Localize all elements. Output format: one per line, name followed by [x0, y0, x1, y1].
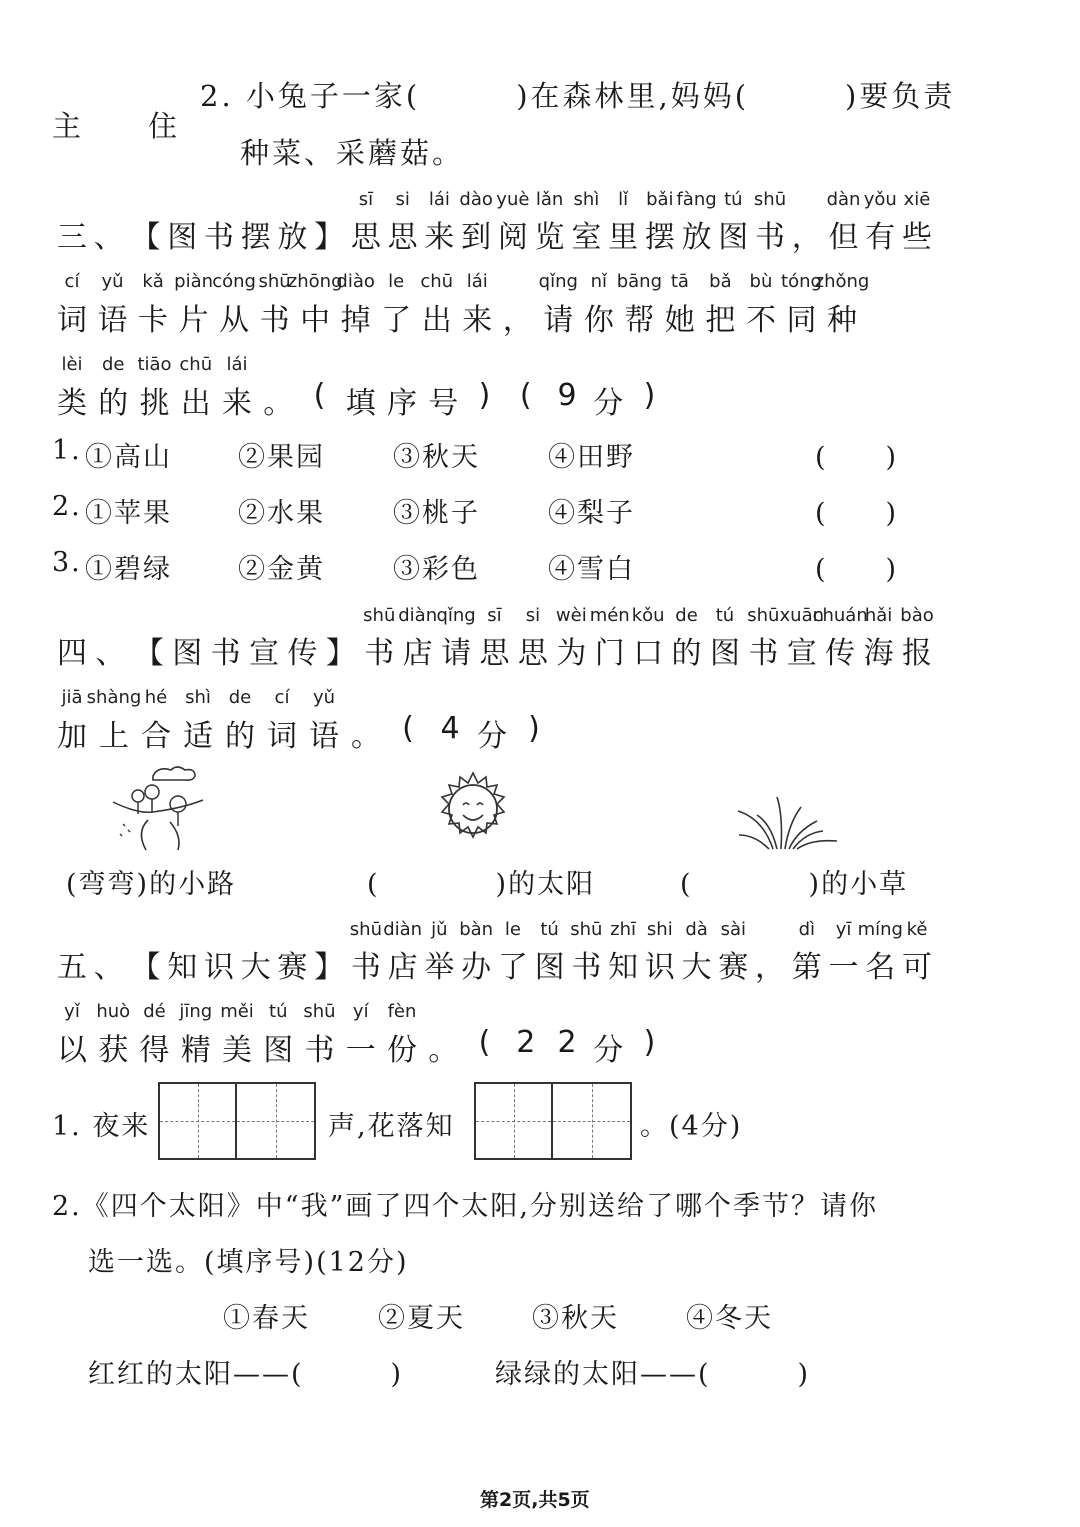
answer-grass[interactable]: ( )的小草 — [680, 869, 909, 900]
option-zhu-1: 主 — [52, 109, 85, 143]
pinyin-syllable: míng — [857, 919, 903, 940]
hanzi-char: 出 — [421, 303, 452, 338]
pinyin-syllable: lái — [428, 189, 450, 210]
hanzi-char: 图 — [172, 636, 203, 671]
hanzi-char: 号 — [428, 386, 459, 421]
pinyin-syllable: jīng — [179, 1001, 213, 1022]
pinyin-syllable: yǔ — [312, 687, 336, 708]
pinyin-row — [0, 271, 1080, 295]
question-number: 2. — [52, 491, 82, 522]
hanzi-char: 】 — [314, 950, 345, 985]
pinyin-syllable: diàn — [398, 605, 438, 626]
pinyin-syllable: dà — [685, 919, 708, 940]
pinyin-syllable: yuè — [496, 189, 530, 210]
hanzi-char: 放 — [277, 220, 308, 255]
hanzi-char: 2 — [516, 1025, 536, 1060]
hanzi-char: 上 — [99, 719, 129, 754]
pinyin-syllable: dào — [459, 189, 493, 210]
hanzi-char: 帮 — [624, 303, 655, 338]
pinyin-syllable: bāng — [616, 271, 663, 292]
pinyin-syllable: kǎ — [142, 271, 164, 292]
pinyin-syllable: bù — [749, 271, 773, 292]
pinyin-syllable: fàng — [676, 189, 717, 210]
hanzi-char: 图 — [167, 220, 198, 255]
pinyin-syllable: piàn — [174, 271, 214, 292]
pinyin-syllable: shū — [303, 1001, 336, 1022]
hanzi-char: 书 — [571, 950, 602, 985]
section4-line2 — [0, 711, 1080, 754]
hanzi-char: 摆 — [644, 220, 675, 255]
pinyin-row — [0, 1001, 1080, 1025]
hanzi-char: 来 — [424, 220, 455, 255]
hanzi-char: 可 — [902, 950, 932, 985]
hanzi-char: 但 — [828, 220, 859, 255]
pinyin-syllable: lǎn — [535, 189, 564, 210]
option: ④梨子 — [548, 498, 635, 529]
hanzi-char: 的 — [98, 386, 129, 421]
pinyin-syllable: fèn — [387, 1001, 417, 1022]
pinyin-syllable: bào — [900, 605, 934, 626]
q2-line2: 种菜、采蘑菇。 — [240, 136, 465, 170]
pinyin-syllable: hé — [144, 687, 168, 708]
hanzi-char: 一 — [828, 950, 859, 985]
pinyin-syllable: tú — [724, 189, 743, 210]
hanzi-char: ( — [478, 1025, 491, 1060]
pinyin-syllable: chū — [179, 354, 213, 375]
hanzi-char: 书 — [203, 220, 234, 255]
hanzi-char: 里 — [608, 220, 639, 255]
pinyin-syllable: cóng — [212, 271, 256, 292]
hanzi-char: 报 — [902, 636, 932, 671]
pinyin-syllable: sī — [487, 605, 502, 626]
hanzi-char: 来 — [462, 303, 493, 338]
hanzi-char: 了 — [497, 950, 528, 985]
pinyin-syllable: yǔ — [101, 271, 124, 292]
hanzi-char: 分 — [593, 1033, 624, 1068]
pinyin-syllable: kě — [906, 919, 928, 940]
red-sun-answer[interactable]: 红红的太阳——( ) — [88, 1359, 404, 1390]
hanzi-char: 、 — [93, 220, 124, 255]
hanzi-char: ， — [755, 950, 786, 985]
pinyin-syllable: wèi — [555, 605, 587, 626]
option: ③秋天 — [393, 442, 480, 473]
hanzi-char: 她 — [664, 303, 695, 338]
pinyin-syllable: yǐ — [64, 1001, 80, 1022]
season-option: ②夏天 — [378, 1303, 465, 1334]
pinyin-syllable: diào — [336, 271, 375, 292]
green-sun-answer[interactable]: 绿绿的太阳——( ) — [495, 1359, 811, 1390]
hanzi-char: ( — [313, 378, 326, 413]
hanzi-char: 语 — [97, 303, 128, 338]
hanzi-char: 得 — [139, 1033, 170, 1068]
hanzi-char: 思 — [387, 220, 418, 255]
pinyin-syllable: yī — [835, 919, 852, 940]
hanzi-char: 。 — [351, 719, 381, 754]
hanzi-char: 知 — [167, 950, 198, 985]
hanzi-char: 阅 — [497, 220, 528, 255]
season-option: ③秋天 — [532, 1303, 619, 1334]
hanzi-char: 摆 — [240, 220, 271, 255]
hanzi-char: 词 — [57, 303, 87, 338]
section3-line2 — [0, 295, 1080, 338]
hanzi-char: 名 — [865, 950, 896, 985]
pinyin-syllable: shū — [363, 605, 396, 626]
hanzi-char: 书 — [210, 636, 241, 671]
hanzi-char: 思 — [517, 636, 548, 671]
hanzi-char: 四 — [57, 636, 87, 671]
option: ③彩色 — [393, 554, 480, 585]
pinyin-syllable: le — [504, 919, 521, 940]
pinyin-syllable: bǎ — [709, 271, 732, 292]
option: ④雪白 — [548, 554, 635, 585]
hanzi-char: 书 — [755, 220, 786, 255]
hanzi-char: ) — [528, 711, 540, 746]
season-option: ①春天 — [223, 1303, 310, 1334]
hanzi-char: 语 — [309, 719, 339, 754]
pinyin-syllable: nǐ — [590, 271, 608, 292]
hanzi-char: 的 — [671, 636, 702, 671]
hanzi-char: 分 — [593, 386, 624, 421]
hanzi-char: 请 — [441, 636, 472, 671]
hanzi-char: 4 — [440, 711, 460, 746]
hanzi-char: 办 — [461, 950, 492, 985]
option-zhu-2: 住 — [148, 109, 181, 143]
hanzi-char: 放 — [681, 220, 712, 255]
pinyin-syllable: bǎi — [646, 189, 674, 210]
pinyin-syllable: tiāo — [137, 354, 172, 375]
pinyin-syllable: zhōng — [287, 271, 343, 292]
pinyin-syllable: diàn — [383, 919, 423, 940]
hanzi-char: 到 — [461, 220, 492, 255]
pinyin-syllable: chū — [420, 271, 454, 292]
hanzi-char: 不 — [745, 303, 776, 338]
hanzi-char: 出 — [180, 386, 211, 421]
pinyin-syllable: xiē — [903, 189, 931, 210]
poem-part-b: 声,花落知 — [328, 1111, 455, 1142]
writing-cell[interactable] — [476, 1084, 553, 1158]
pinyin-syllable: cí — [274, 687, 290, 708]
hanzi-char: 片 — [178, 303, 209, 338]
hanzi-char: ) — [643, 378, 656, 413]
pinyin-syllable: shàng — [86, 687, 142, 708]
hanzi-char: 传 — [825, 636, 856, 671]
pinyin-syllable: jǔ — [431, 919, 448, 940]
hanzi-char: 掉 — [340, 303, 371, 338]
hanzi-char: 词 — [267, 719, 297, 754]
pinyin-syllable: tú — [715, 605, 735, 626]
grass-icon — [733, 795, 845, 851]
pinyin-syllable: lǐ — [618, 189, 629, 210]
hanzi-char: 览 — [534, 220, 565, 255]
pinyin-syllable: dì — [798, 919, 815, 940]
pinyin-row — [0, 687, 1080, 711]
hanzi-char: ( — [519, 378, 532, 413]
hanzi-char: 室 — [571, 220, 602, 255]
pinyin-syllable: měi — [220, 1001, 254, 1022]
pinyin-syllable: lái — [226, 354, 248, 375]
pinyin-syllable: le — [388, 271, 405, 292]
hanzi-char: 【 — [130, 950, 161, 985]
hanzi-char: 图 — [263, 1033, 294, 1068]
hanzi-char: 知 — [608, 950, 639, 985]
q2-line1: 2.《四个太阳》中“我”画了四个太阳,分别送给了哪个季节？请你 — [52, 1191, 878, 1222]
question-number: 3. — [52, 547, 82, 578]
answer-road[interactable]: (弯弯)的小路 — [66, 869, 237, 900]
hanzi-char: 大 — [681, 950, 712, 985]
pinyin-syllable: yí — [352, 1001, 369, 1022]
hanzi-char: 书 — [748, 636, 779, 671]
hanzi-char: ( — [402, 711, 414, 746]
pinyin-syllable: zhī — [610, 919, 637, 940]
pinyin-syllable: qǐng — [538, 271, 578, 292]
hanzi-char: 9 — [557, 378, 577, 413]
hanzi-char: 思 — [479, 636, 510, 671]
option: ②金黄 — [238, 554, 325, 585]
option: ②水果 — [238, 498, 325, 529]
writing-cell[interactable] — [553, 1084, 630, 1158]
pinyin-syllable: shi — [646, 919, 673, 940]
hanzi-char: 卡 — [138, 303, 169, 338]
option: ①高山 — [85, 442, 172, 473]
section5-title — [0, 942, 1080, 985]
pinyin-syllable: si — [395, 189, 410, 210]
hanzi-char: 传 — [287, 636, 318, 671]
page-footer: 第2页,共5页 — [480, 1489, 590, 1511]
hanzi-char: 从 — [219, 303, 250, 338]
hanzi-char: ) — [643, 1025, 656, 1060]
writing-cell[interactable] — [160, 1084, 237, 1158]
answer-blank[interactable]: ( ) — [815, 442, 899, 473]
pinyin-syllable: xuān — [779, 605, 825, 626]
hanzi-char: 、 — [95, 636, 126, 671]
hanzi-char: 店 — [387, 950, 418, 985]
pinyin-syllable: qǐng — [436, 605, 476, 626]
hanzi-char: 大 — [240, 950, 271, 985]
hanzi-char: 美 — [222, 1033, 252, 1068]
pinyin-syllable: shū — [570, 919, 603, 940]
q2-line2: 选一选。(填序号)(12分) — [88, 1247, 409, 1278]
pinyin-syllable: dé — [143, 1001, 166, 1022]
pinyin-row — [0, 605, 1080, 629]
hanzi-char: ， — [791, 220, 822, 255]
hanzi-char: 加 — [57, 719, 87, 754]
pinyin-row — [0, 354, 1080, 378]
hanzi-char: 门 — [594, 636, 625, 671]
writing-grid[interactable] — [474, 1082, 632, 1160]
pinyin-row — [0, 189, 1080, 213]
hanzi-char: 来 — [222, 386, 252, 421]
pinyin-row — [0, 919, 1080, 943]
hanzi-char: 书 — [304, 1033, 335, 1068]
pinyin-syllable: tóng — [781, 271, 822, 292]
pinyin-syllable: bàn — [459, 919, 494, 940]
pinyin-syllable: shū — [349, 919, 383, 940]
pinyin-syllable: si — [525, 605, 541, 626]
hanzi-char: 举 — [424, 950, 455, 985]
hanzi-char: 序 — [387, 386, 417, 421]
hanzi-char: 图 — [534, 950, 565, 985]
hanzi-char: 获 — [98, 1033, 129, 1068]
hanzi-char: 识 — [203, 950, 234, 985]
pinyin-syllable: shì — [185, 687, 211, 708]
hanzi-char: 请 — [543, 303, 574, 338]
pinyin-syllable: de — [675, 605, 698, 626]
pinyin-syllable: tú — [540, 919, 559, 940]
hanzi-char: 你 — [583, 303, 614, 338]
hanzi-char: 店 — [402, 636, 433, 671]
hanzi-char: 填 — [345, 386, 376, 421]
hanzi-char: 赛 — [718, 950, 749, 985]
hanzi-char: 海 — [863, 636, 894, 671]
pinyin-syllable: kǒu — [631, 605, 665, 626]
hanzi-char: 赛 — [277, 950, 308, 985]
hanzi-char: 2 — [557, 1025, 577, 1060]
road-with-trees-icon — [108, 762, 213, 852]
option: ③桃子 — [393, 498, 480, 529]
smiling-sun-icon — [432, 768, 514, 850]
hanzi-char: 三 — [57, 220, 87, 255]
answer-blank[interactable]: ( ) — [815, 498, 899, 529]
season-option: ④冬天 — [686, 1303, 773, 1334]
hanzi-char: 宣 — [249, 636, 280, 671]
question-number: 1. — [52, 435, 82, 466]
pinyin-syllable: lèi — [61, 354, 83, 375]
pinyin-syllable: yǒu — [863, 189, 897, 210]
hanzi-char: 书 — [259, 303, 290, 338]
hanzi-char: 图 — [709, 636, 740, 671]
hanzi-char: ) — [478, 378, 491, 413]
pinyin-syllable: tú — [269, 1001, 288, 1022]
pinyin-syllable: tā — [670, 271, 689, 292]
pinyin-syllable: sài — [720, 919, 747, 940]
hanzi-char: 中 — [300, 303, 331, 338]
hanzi-char: 同 — [786, 303, 817, 338]
hanzi-char: 思 — [350, 220, 381, 255]
hanzi-char: 精 — [180, 1033, 211, 1068]
pinyin-syllable: shū — [753, 189, 787, 210]
hanzi-char: 以 — [57, 1033, 87, 1068]
pinyin-syllable: lái — [466, 271, 488, 292]
hanzi-char: 书 — [350, 950, 381, 985]
hanzi-char: 五 — [57, 950, 87, 985]
hanzi-char: 】 — [314, 220, 345, 255]
hanzi-char: 宣 — [786, 636, 817, 671]
section4-title — [0, 628, 1080, 671]
poem-part-a: 1. 夜来 — [52, 1111, 151, 1142]
option: ①碧绿 — [85, 554, 172, 585]
hanzi-char: 【 — [130, 220, 161, 255]
pinyin-syllable: shì — [573, 189, 600, 210]
hanzi-char: 】 — [325, 636, 356, 671]
hanzi-char: 合 — [141, 719, 171, 754]
pinyin-syllable: jiā — [61, 687, 83, 708]
option: ①苹果 — [85, 498, 172, 529]
poem-part-c: 。(4分) — [640, 1111, 743, 1142]
hanzi-char: 有 — [865, 220, 896, 255]
hanzi-char: 书 — [364, 636, 395, 671]
hanzi-char: 口 — [633, 636, 664, 671]
hanzi-char: 了 — [381, 303, 412, 338]
writing-cell[interactable] — [237, 1084, 314, 1158]
hanzi-char: 图 — [718, 220, 749, 255]
hanzi-char: 。 — [263, 386, 294, 421]
pinyin-syllable: dàn — [826, 189, 861, 210]
pinyin-syllable: de — [102, 354, 125, 375]
pinyin-syllable: shū — [747, 605, 780, 626]
writing-grid[interactable] — [158, 1082, 316, 1160]
section3-title — [0, 212, 1080, 255]
hanzi-char: 一 — [345, 1033, 376, 1068]
pinyin-syllable: cí — [64, 271, 80, 292]
section3-line3 — [0, 378, 1080, 421]
hanzi-char: 挑 — [139, 386, 170, 421]
hanzi-char: 的 — [225, 719, 255, 754]
q2-line1: 2. 小兔子一家( )在森林里,妈妈( )要负责 — [200, 79, 956, 113]
pinyin-syllable: shū — [258, 271, 291, 292]
pinyin-syllable: mén — [589, 605, 630, 626]
hanzi-char: 类 — [57, 386, 87, 421]
option: ④田野 — [548, 442, 635, 473]
hanzi-char: 把 — [705, 303, 736, 338]
hanzi-char: 些 — [902, 220, 932, 255]
pinyin-syllable: chuán — [812, 605, 868, 626]
answer-blank[interactable]: ( ) — [815, 554, 899, 585]
hanzi-char: ， — [502, 303, 533, 338]
hanzi-char: 、 — [93, 950, 124, 985]
pinyin-syllable: sī — [358, 189, 374, 210]
hanzi-char: 适 — [183, 719, 213, 754]
pinyin-syllable: hǎi — [864, 605, 893, 626]
hanzi-char: 识 — [644, 950, 675, 985]
hanzi-char: 第 — [791, 950, 822, 985]
answer-sun[interactable]: ( )的太阳 — [367, 869, 596, 900]
pinyin-syllable: zhǒng — [814, 271, 870, 292]
hanzi-char: 【 — [133, 636, 164, 671]
section5-line2 — [0, 1025, 1080, 1068]
pinyin-syllable: de — [228, 687, 252, 708]
option: ②果园 — [238, 442, 325, 473]
hanzi-char: 分 — [477, 719, 507, 754]
hanzi-char: 为 — [556, 636, 587, 671]
pinyin-syllable: huò — [96, 1001, 131, 1022]
hanzi-char: 种 — [827, 303, 857, 338]
hanzi-char: 份 — [387, 1033, 417, 1068]
hanzi-char: 。 — [428, 1033, 459, 1068]
